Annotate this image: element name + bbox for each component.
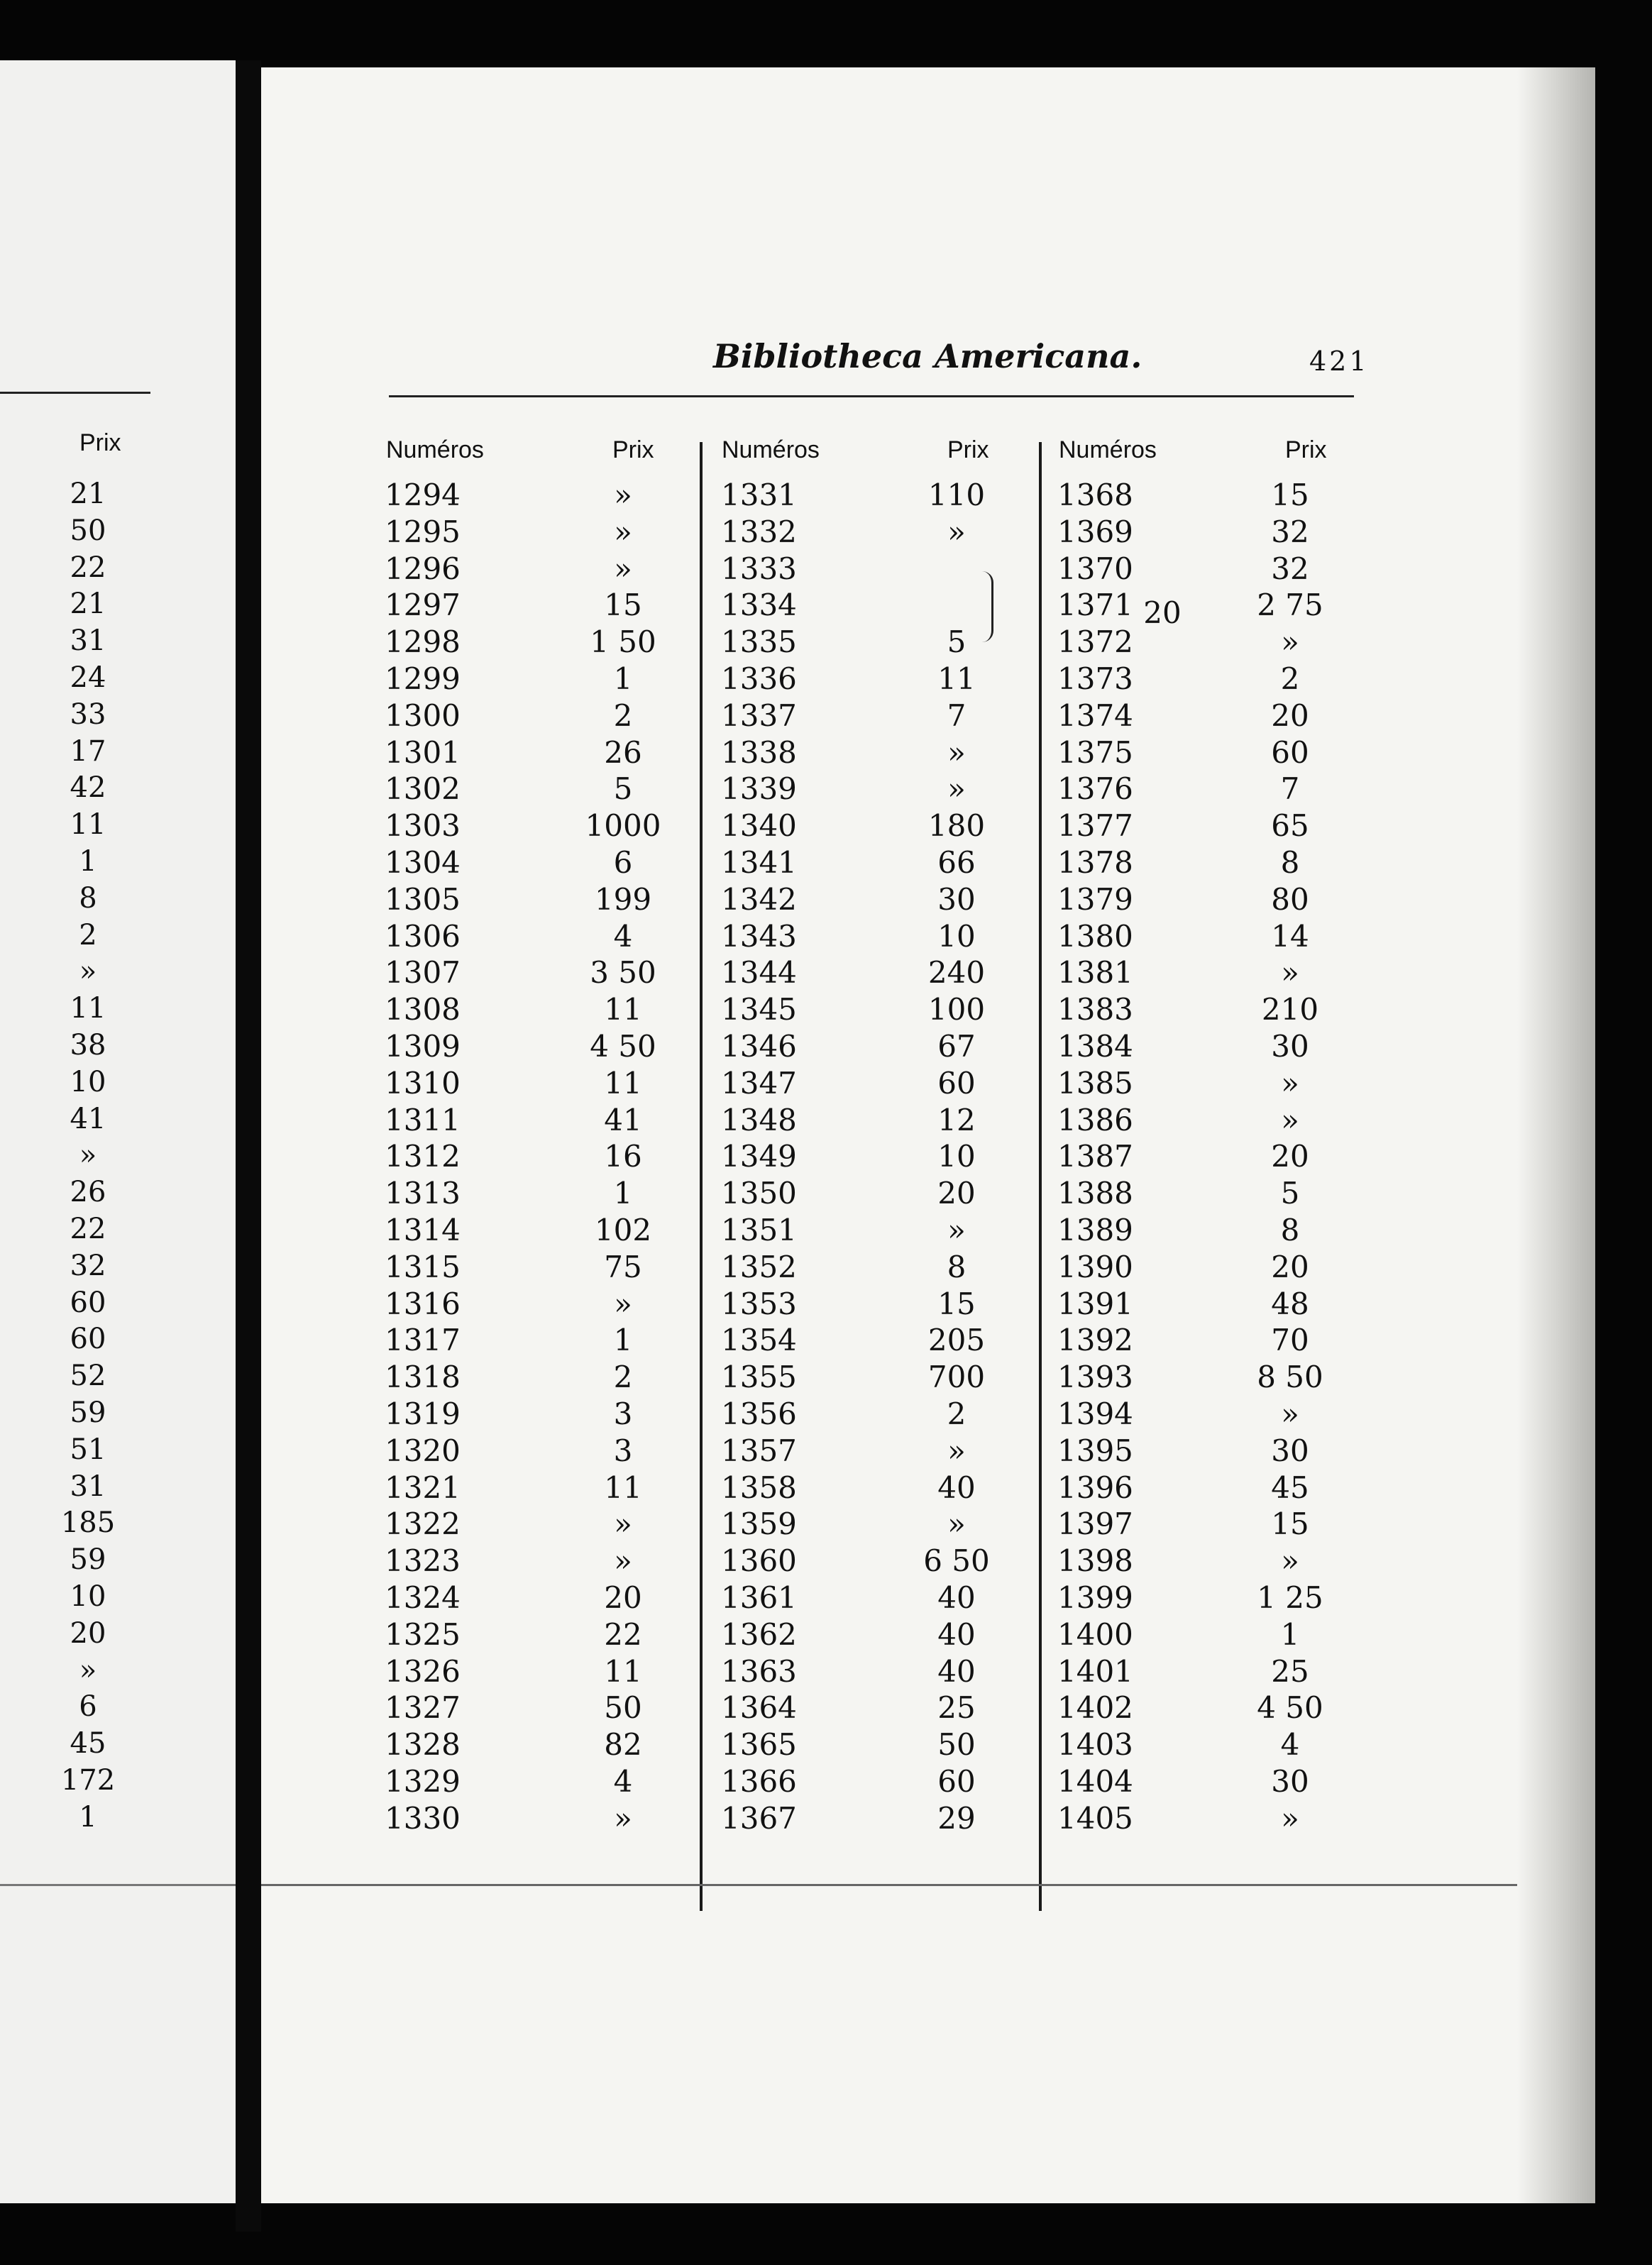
left-prix-cell: 26 xyxy=(70,1176,106,1208)
prix-cell: 4 xyxy=(613,1764,633,1799)
left-prix-cell: 51 xyxy=(70,1433,106,1466)
prix-cell: 7 xyxy=(1280,771,1300,806)
prix-cell: 110 xyxy=(927,478,986,512)
numero-cell: 1309 xyxy=(385,1029,461,1064)
prix-cell: 2 xyxy=(1280,661,1300,696)
numero-cell: 1404 xyxy=(1057,1764,1133,1799)
left-prix-cell: 31 xyxy=(70,1470,106,1503)
prix-cell: 20 xyxy=(1271,698,1309,733)
prix-cell: 67 xyxy=(937,1029,976,1064)
prix-cell: 8 xyxy=(947,1250,967,1284)
left-prix-cell: 11 xyxy=(70,992,106,1025)
prix-cell: 40 xyxy=(937,1654,976,1689)
numero-cell: 1335 xyxy=(721,624,797,659)
numero-cell: 1359 xyxy=(721,1506,797,1541)
prix-cell: » xyxy=(947,735,966,770)
prix-cell: 2 xyxy=(613,698,633,733)
prix-cell: 199 xyxy=(594,882,652,917)
prix-cell: 10 xyxy=(937,919,976,954)
prix-cell: 15 xyxy=(1271,1506,1309,1541)
numero-cell: 1353 xyxy=(721,1286,797,1321)
numero-cell: 1368 xyxy=(1057,478,1133,512)
left-prix-cell: 52 xyxy=(70,1360,106,1392)
prix-cell: 20 xyxy=(1271,1139,1309,1174)
prix-cell: 5 xyxy=(947,624,967,659)
prix-cell: » xyxy=(1281,1103,1299,1137)
numero-cell: 1356 xyxy=(721,1396,797,1431)
prix-cell: 11 xyxy=(604,1470,642,1505)
numero-cell: 1371 xyxy=(1057,588,1133,622)
column-divider-1 xyxy=(700,442,703,1911)
numero-cell: 1311 xyxy=(385,1103,461,1137)
left-prix-cell: 24 xyxy=(70,661,106,694)
prix-cell: 30 xyxy=(1271,1764,1309,1799)
numero-cell: 1331 xyxy=(721,478,797,512)
numero-cell: 1328 xyxy=(385,1727,461,1762)
prix-cell: 16 xyxy=(604,1139,642,1174)
col3-numeros-header: Numéros xyxy=(1059,436,1157,463)
prix-cell: 2 xyxy=(947,1396,967,1431)
numero-cell: 1389 xyxy=(1057,1213,1133,1247)
numero-cell: 1315 xyxy=(385,1250,461,1284)
numero-cell: 1376 xyxy=(1057,771,1133,806)
left-page xyxy=(0,60,236,2203)
numero-cell: 1354 xyxy=(721,1323,797,1357)
numero-cell: 1304 xyxy=(385,845,461,880)
numero-cell: 1377 xyxy=(1057,808,1133,843)
numero-cell: 1401 xyxy=(1057,1654,1133,1689)
prix-cell: 4 xyxy=(613,919,633,954)
numero-cell: 1352 xyxy=(721,1250,797,1284)
prix-cell: 15 xyxy=(937,1286,976,1321)
prix-cell: » xyxy=(614,551,632,586)
left-prix-cell: 10 xyxy=(70,1066,106,1098)
numero-cell: 1375 xyxy=(1057,735,1133,770)
prix-cell: 50 xyxy=(937,1727,976,1762)
prix-cell: 2 xyxy=(613,1360,633,1394)
prix-cell: 40 xyxy=(937,1470,976,1505)
numero-cell: 1358 xyxy=(721,1470,797,1505)
numero-cell: 1337 xyxy=(721,698,797,733)
numero-cell: 1298 xyxy=(385,624,461,659)
left-prix-cell: 42 xyxy=(70,771,106,804)
numero-cell: 1366 xyxy=(721,1764,797,1799)
numero-cell: 1362 xyxy=(721,1617,797,1652)
numero-cell: 1307 xyxy=(385,955,461,990)
left-prix-cell: 2 xyxy=(79,919,97,952)
prix-cell: 102 xyxy=(594,1213,652,1247)
left-page-top-rule xyxy=(0,392,150,394)
prix-cell: 100 xyxy=(927,992,986,1027)
left-prix-cell: 38 xyxy=(70,1029,106,1062)
numero-cell: 1327 xyxy=(385,1690,461,1725)
left-prix-cell: 32 xyxy=(70,1250,106,1282)
left-prix-cell: 45 xyxy=(70,1727,106,1760)
left-prix-cell: 6 xyxy=(79,1690,97,1723)
numero-cell: 1326 xyxy=(385,1654,461,1689)
left-prix-cell: 8 xyxy=(79,882,97,915)
numero-cell: 1394 xyxy=(1057,1396,1133,1431)
page-edge-shadow xyxy=(1517,67,1595,2203)
numero-cell: 1392 xyxy=(1057,1323,1133,1357)
numero-cell: 1336 xyxy=(721,661,797,696)
numero-cell: 1355 xyxy=(721,1360,797,1394)
col2-numeros-header: Numéros xyxy=(722,436,820,463)
prix-cell: 4 50 xyxy=(1257,1690,1323,1725)
numero-cell: 1338 xyxy=(721,735,797,770)
prix-cell: 7 xyxy=(947,698,967,733)
prix-cell: 11 xyxy=(937,661,976,696)
prix-cell: 45 xyxy=(1271,1470,1309,1505)
prix-cell: 75 xyxy=(604,1250,642,1284)
numero-cell: 1403 xyxy=(1057,1727,1133,1762)
numero-cell: 1300 xyxy=(385,698,461,733)
numero-cell: 1378 xyxy=(1057,845,1133,880)
numero-cell: 1373 xyxy=(1057,661,1133,696)
prix-cell: » xyxy=(1281,624,1299,659)
numero-cell: 1317 xyxy=(385,1323,461,1357)
left-prix-cell: » xyxy=(79,1654,97,1687)
prix-cell: » xyxy=(1281,1801,1299,1836)
prix-cell: 50 xyxy=(604,1690,642,1725)
prix-cell: 60 xyxy=(937,1066,976,1101)
left-prix-cell: » xyxy=(79,955,97,988)
numero-cell: 1387 xyxy=(1057,1139,1133,1174)
numero-cell: 1333 xyxy=(721,551,797,586)
prix-cell: 5 xyxy=(613,771,633,806)
prix-cell: 14 xyxy=(1271,919,1309,954)
numero-cell: 1400 xyxy=(1057,1617,1133,1652)
page-gutter xyxy=(236,60,261,2232)
prix-cell: 8 50 xyxy=(1257,1360,1323,1394)
prix-cell: » xyxy=(1281,1543,1299,1578)
numero-cell: 1329 xyxy=(385,1764,461,1799)
prix-cell: 3 50 xyxy=(590,955,656,990)
prix-cell: 20 xyxy=(604,1580,642,1615)
numero-cell: 1324 xyxy=(385,1580,461,1615)
numero-cell: 1385 xyxy=(1057,1066,1133,1101)
numero-cell: 1295 xyxy=(385,514,461,549)
left-prix-cell: 31 xyxy=(70,624,106,657)
col1-prix-header: Prix xyxy=(612,436,654,463)
numero-cell: 1313 xyxy=(385,1176,461,1211)
numero-cell: 1325 xyxy=(385,1617,461,1652)
prix-cell: » xyxy=(614,1286,632,1321)
numero-cell: 1391 xyxy=(1057,1286,1133,1321)
numero-cell: 1367 xyxy=(721,1801,797,1836)
numero-cell: 1322 xyxy=(385,1506,461,1541)
prix-cell: 3 xyxy=(613,1433,633,1468)
left-prix-cell: 22 xyxy=(70,551,106,584)
prix-cell: 30 xyxy=(1271,1433,1309,1468)
prix-cell: 6 50 xyxy=(923,1543,990,1578)
left-prix-cell: 1 xyxy=(79,1801,97,1834)
numero-cell: 1299 xyxy=(385,661,461,696)
prix-cell: » xyxy=(614,478,632,512)
prix-cell: 30 xyxy=(1271,1029,1309,1064)
col2-prix-header: Prix xyxy=(947,436,989,463)
numero-cell: 1393 xyxy=(1057,1360,1133,1394)
prix-cell: 25 xyxy=(1271,1654,1309,1689)
numero-cell: 1339 xyxy=(721,771,797,806)
left-prix-cell: 59 xyxy=(70,1543,106,1576)
prix-cell: 8 xyxy=(1280,1213,1300,1247)
prix-cell: 65 xyxy=(1271,808,1309,843)
numero-cell: 1341 xyxy=(721,845,797,880)
numero-cell: 1386 xyxy=(1057,1103,1133,1137)
numero-cell: 1319 xyxy=(385,1396,461,1431)
numero-cell: 1303 xyxy=(385,808,461,843)
prix-cell: » xyxy=(614,514,632,549)
page-number: 421 xyxy=(1309,346,1370,377)
numero-cell: 1369 xyxy=(1057,514,1133,549)
left-page-bottom-rule xyxy=(0,1884,236,1886)
prix-cell: 22 xyxy=(604,1617,642,1652)
prix-cell: 4 xyxy=(1280,1727,1300,1762)
numero-cell: 1320 xyxy=(385,1433,461,1468)
numero-cell: 1402 xyxy=(1057,1690,1133,1725)
numero-cell: 1294 xyxy=(385,478,461,512)
prix-cell: 30 xyxy=(937,882,976,917)
numero-cell: 1340 xyxy=(721,808,797,843)
numero-cell: 1365 xyxy=(721,1727,797,1762)
left-prix-cell: 1 xyxy=(79,845,97,878)
numero-cell: 1383 xyxy=(1057,992,1133,1027)
numero-cell: 1396 xyxy=(1057,1470,1133,1505)
col1-numeros-header: Numéros xyxy=(386,436,484,463)
numero-cell: 1348 xyxy=(721,1103,797,1137)
prix-cell: 180 xyxy=(927,808,986,843)
numero-cell: 1351 xyxy=(721,1213,797,1247)
numero-cell: 1357 xyxy=(721,1433,797,1468)
prix-cell: 10 xyxy=(937,1139,976,1174)
numero-cell: 1370 xyxy=(1057,551,1133,586)
prix-cell: » xyxy=(947,514,966,549)
left-prix-cell: 59 xyxy=(70,1396,106,1429)
prix-cell: 1 xyxy=(613,1323,633,1357)
prix-cell: 6 xyxy=(613,845,633,880)
left-prix-cell: 41 xyxy=(70,1103,106,1135)
left-prix-cell: 20 xyxy=(70,1617,106,1650)
prix-cell: 66 xyxy=(937,845,976,880)
numero-cell: 1397 xyxy=(1057,1506,1133,1541)
numero-cell: 1297 xyxy=(385,588,461,622)
numero-cell: 1374 xyxy=(1057,698,1133,733)
prix-cell: 32 xyxy=(1271,514,1309,549)
numero-cell: 1346 xyxy=(721,1029,797,1064)
prix-cell: 70 xyxy=(1271,1323,1309,1357)
numero-cell: 1342 xyxy=(721,882,797,917)
left-prix-cell: 10 xyxy=(70,1580,106,1613)
left-prix-cell: 33 xyxy=(70,698,106,731)
prix-cell: 210 xyxy=(1261,992,1319,1027)
numero-cell: 1321 xyxy=(385,1470,461,1505)
numero-cell: 1344 xyxy=(721,955,797,990)
numero-cell: 1323 xyxy=(385,1543,461,1578)
prix-cell: 60 xyxy=(1271,735,1309,770)
left-prix-cell: 21 xyxy=(70,588,106,620)
numero-cell: 1399 xyxy=(1057,1580,1133,1615)
prix-cell: 1 xyxy=(1280,1617,1300,1652)
numero-cell: 1350 xyxy=(721,1176,797,1211)
prix-cell: 11 xyxy=(604,1066,642,1101)
prix-cell: 29 xyxy=(937,1801,976,1836)
prix-cell: 25 xyxy=(937,1690,976,1725)
prix-cell: 3 xyxy=(613,1396,633,1431)
prix-cell: 5 xyxy=(1280,1176,1300,1211)
prix-cell: » xyxy=(1281,1396,1299,1431)
prix-cell: 80 xyxy=(1271,882,1309,917)
prix-cell: 1000 xyxy=(585,808,661,843)
main-page xyxy=(261,67,1595,2203)
numero-cell: 1318 xyxy=(385,1360,461,1394)
prix-cell: 15 xyxy=(1271,478,1309,512)
prix-cell: » xyxy=(947,1506,966,1541)
left-prix-cell: » xyxy=(79,1139,97,1172)
numero-cell: 1312 xyxy=(385,1139,461,1174)
numero-cell: 1347 xyxy=(721,1066,797,1101)
prix-cell: 2 75 xyxy=(1257,588,1323,622)
left-prix-cell: 60 xyxy=(70,1323,106,1355)
prix-cell: 240 xyxy=(927,955,986,990)
header-rule xyxy=(389,395,1354,397)
prix-cell: » xyxy=(947,1213,966,1247)
prix-cell: 15 xyxy=(604,588,642,622)
prix-cell: » xyxy=(947,771,966,806)
prix-cell: 205 xyxy=(927,1323,986,1357)
left-page-prix-header: Prix xyxy=(79,429,121,456)
left-prix-cell: 172 xyxy=(60,1764,116,1797)
column-divider-2 xyxy=(1039,442,1042,1911)
numero-cell: 1306 xyxy=(385,919,461,954)
numero-cell: 1380 xyxy=(1057,919,1133,954)
numero-cell: 1301 xyxy=(385,735,461,770)
numero-cell: 1381 xyxy=(1057,955,1133,990)
col3-prix-header: Prix xyxy=(1285,436,1327,463)
prix-cell: 8 xyxy=(1280,845,1300,880)
numero-cell: 1314 xyxy=(385,1213,461,1247)
left-prix-cell: 185 xyxy=(60,1506,116,1539)
numero-cell: 1316 xyxy=(385,1286,461,1321)
prix-cell: 26 xyxy=(604,735,642,770)
numero-cell: 1395 xyxy=(1057,1433,1133,1468)
merged-price-1333-1334: 20 xyxy=(1143,595,1182,630)
prix-cell: 12 xyxy=(937,1103,976,1137)
prix-cell: 60 xyxy=(937,1764,976,1799)
numero-cell: 1330 xyxy=(385,1801,461,1836)
numero-cell: 1345 xyxy=(721,992,797,1027)
prix-cell: » xyxy=(614,1801,632,1836)
numero-cell: 1302 xyxy=(385,771,461,806)
prix-cell: » xyxy=(1281,1066,1299,1101)
prix-cell: 40 xyxy=(937,1617,976,1652)
prix-cell: 11 xyxy=(604,992,642,1027)
prix-cell: 1 25 xyxy=(1257,1580,1323,1615)
prix-cell: 41 xyxy=(604,1103,642,1137)
numero-cell: 1334 xyxy=(721,588,797,622)
prix-cell: 20 xyxy=(1271,1250,1309,1284)
numero-cell: 1360 xyxy=(721,1543,797,1578)
prix-cell: 1 50 xyxy=(590,624,656,659)
prix-cell: 11 xyxy=(604,1654,642,1689)
numero-cell: 1379 xyxy=(1057,882,1133,917)
numero-cell: 1305 xyxy=(385,882,461,917)
prix-cell: » xyxy=(947,1433,966,1468)
footer-rule xyxy=(261,1884,1595,1886)
prix-cell: 40 xyxy=(937,1580,976,1615)
prix-cell: 1 xyxy=(613,1176,633,1211)
numero-cell: 1308 xyxy=(385,992,461,1027)
prix-cell: 700 xyxy=(927,1360,986,1394)
left-prix-cell: 17 xyxy=(70,735,106,768)
prix-cell: 48 xyxy=(1271,1286,1309,1321)
brace-1333-1334 xyxy=(973,571,993,642)
numero-cell: 1398 xyxy=(1057,1543,1133,1578)
prix-cell: » xyxy=(614,1506,632,1541)
numero-cell: 1390 xyxy=(1057,1250,1133,1284)
prix-cell: » xyxy=(1281,955,1299,990)
numero-cell: 1343 xyxy=(721,919,797,954)
prix-cell: 82 xyxy=(604,1727,642,1762)
numero-cell: 1363 xyxy=(721,1654,797,1689)
left-prix-cell: 22 xyxy=(70,1213,106,1245)
left-prix-cell: 11 xyxy=(70,808,106,841)
numero-cell: 1349 xyxy=(721,1139,797,1174)
numero-cell: 1388 xyxy=(1057,1176,1133,1211)
numero-cell: 1372 xyxy=(1057,624,1133,659)
numero-cell: 1310 xyxy=(385,1066,461,1101)
prix-cell: 32 xyxy=(1271,551,1309,586)
numero-cell: 1296 xyxy=(385,551,461,586)
numero-cell: 1361 xyxy=(721,1580,797,1615)
prix-cell: 20 xyxy=(937,1176,976,1211)
prix-cell: 4 50 xyxy=(590,1029,656,1064)
numero-cell: 1364 xyxy=(721,1690,797,1725)
left-prix-cell: 50 xyxy=(70,514,106,547)
numero-cell: 1332 xyxy=(721,514,797,549)
prix-cell: 1 xyxy=(613,661,633,696)
left-prix-cell: 60 xyxy=(70,1286,106,1319)
numero-cell: 1384 xyxy=(1057,1029,1133,1064)
prix-cell: » xyxy=(614,1543,632,1578)
left-prix-cell: 21 xyxy=(70,478,106,510)
running-title: Bibliotheca Americana. xyxy=(713,337,1142,375)
numero-cell: 1405 xyxy=(1057,1801,1133,1836)
